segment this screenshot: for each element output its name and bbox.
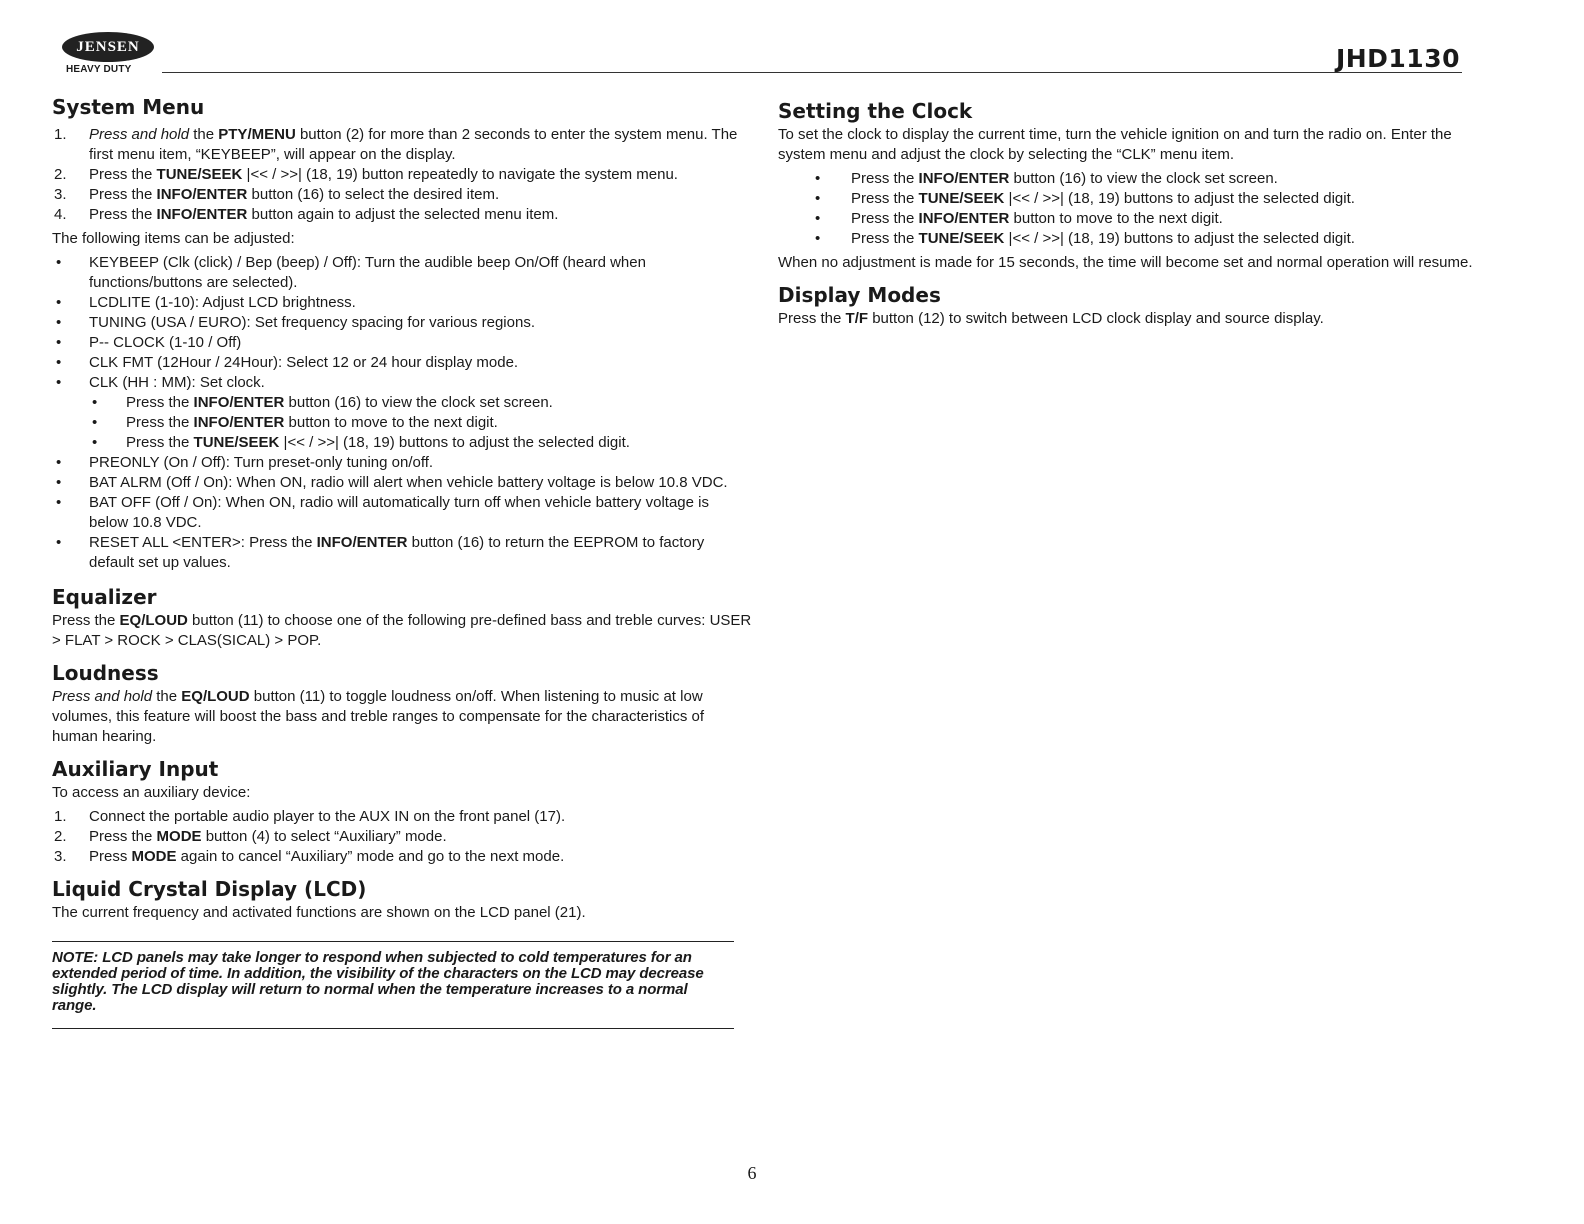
list-item: • Press the INFO/ENTER button (16) to view the clock set screen. <box>815 170 1278 187</box>
clock-heading: Setting the Clock <box>778 99 973 123</box>
display-modes-body: Press the T/F button (12) to switch between LCD clock display and source display. <box>778 310 1324 327</box>
auxiliary-section <box>52 755 752 867</box>
bullet-icon: • <box>815 230 821 247</box>
clock-outro: When no adjustment is made for 15 seconds, the time will become set and normal operation will resume. <box>778 254 1473 271</box>
loudness-body: Press and hold the EQ/LOUD button (11) to toggle loudness on/off. When listening to music at low volumes, this feature will boost the bass and treble ranges to compensate for the characteristics of human hearing. <box>52 688 705 745</box>
clock-steps <box>778 169 1478 249</box>
logo-subtitle: HEAVY DUTY <box>66 64 132 75</box>
right-column <box>778 97 1478 329</box>
bullet-icon: • <box>815 210 821 227</box>
step-number: 1. <box>54 808 67 825</box>
bullet-icon: • <box>56 294 62 311</box>
list-item: 3. Press the INFO/ENTER button (16) to select the desired item. <box>54 186 500 203</box>
list-item: • TUNING (USA / EURO): Set frequency spacing for various regions. <box>56 314 535 331</box>
bullet-icon: • <box>56 254 62 271</box>
bullet-icon: • <box>815 190 821 207</box>
auxiliary-steps <box>52 807 752 867</box>
page-header <box>0 0 1584 90</box>
list-item: • Press the INFO/ENTER button to move to the next digit. <box>815 210 1223 227</box>
jensen-logo <box>60 30 156 80</box>
bullet-icon: • <box>56 334 62 351</box>
list-item: • Press the TUNE/SEEK |<< / >>| (18, 19) buttons to adjust the selected digit. <box>815 190 1355 207</box>
system-menu-heading: System Menu <box>52 95 205 119</box>
list-item: 4. Press the INFO/ENTER button again to adjust the selected menu item. <box>54 206 559 223</box>
step-number: 4. <box>54 206 67 223</box>
list-item: • LCDLITE (1-10): Adjust LCD brightness. <box>56 294 356 311</box>
clock-intro: To set the clock to display the current time, turn the vehicle ignition on and turn the radio on. Enter the system menu and adjust the clock by selecting the “CLK” menu item. <box>778 126 1452 163</box>
list-item: 1. Press and hold the PTY/MENU button (2) for more than 2 seconds to enter the system menu. The first menu item, “KEYBEEP”, will appear on the display. <box>54 126 738 163</box>
system-menu-steps <box>52 125 752 225</box>
list-item: • Press the TUNE/SEEK |<< / >>| (18, 19) buttons to adjust the selected digit. <box>92 434 630 451</box>
bullet-icon: • <box>56 534 62 551</box>
items-intro: The following items can be adjusted: <box>52 230 295 247</box>
bullet-icon: • <box>56 314 62 331</box>
step-number: 1. <box>54 126 67 143</box>
auxiliary-heading: Auxiliary Input <box>52 757 219 781</box>
lcd-note-box <box>52 941 734 1029</box>
bullet-icon: • <box>92 434 98 451</box>
equalizer-body: Press the EQ/LOUD button (11) to choose one of the following pre-defined bass and treble curves: USER > FLAT > ROCK > CLAS(SICAL) > POP. <box>52 612 752 649</box>
list-item: • CLK FMT (12Hour / 24Hour): Select 12 or 24 hour display mode. <box>56 354 519 371</box>
list-item: • PREONLY (On / Off): Turn preset-only tuning on/off. <box>56 454 434 471</box>
logo-oval: JENSEN <box>62 32 154 62</box>
bullet-icon: • <box>56 474 62 491</box>
bullet-icon: • <box>56 494 62 511</box>
equalizer-section <box>52 583 752 651</box>
step-number: 3. <box>54 848 67 865</box>
step-number: 3. <box>54 186 67 203</box>
header-rule <box>162 72 1462 73</box>
left-column <box>52 93 752 1029</box>
lcd-note: NOTE: LCD panels may take longer to respond when subjected to cold temperatures for an extended period of time. In addition, the visibility of the characters on the LCD may decrease slightly. The LCD display will return to normal when the temperature increases to a normal range. <box>52 949 704 1014</box>
bullet-icon: • <box>815 170 821 187</box>
list-item: • KEYBEEP (Clk (click) / Bep (beep) / Off): Turn the audible beep On/Off (heard when functions/buttons are selected). <box>56 254 646 291</box>
list-item: 1. Connect the portable audio player to the AUX IN on the front panel (17). <box>54 808 566 825</box>
model-number: JHD1130 <box>1335 44 1460 73</box>
bullet-icon: • <box>92 394 98 411</box>
bullet-icon: • <box>56 374 62 391</box>
bullet-icon: • <box>56 354 62 371</box>
list-item: • Press the INFO/ENTER button to move to the next digit. <box>92 414 498 431</box>
loudness-heading: Loudness <box>52 661 159 685</box>
bullet-icon: • <box>92 414 98 431</box>
system-menu-items-cont <box>52 453 752 573</box>
loudness-section <box>52 659 752 747</box>
step-number: 2. <box>54 828 67 845</box>
list-item: • BAT ALRM (Off / On): When ON, radio will alert when vehicle battery voltage is below 10.8 VDC. <box>56 474 728 491</box>
clock-section <box>778 97 1478 273</box>
list-item: • RESET ALL <ENTER>: Press the INFO/ENTER button (16) to return the EEPROM to factory default set up values. <box>56 534 705 571</box>
lcd-section <box>52 875 752 1029</box>
list-item: • Press the TUNE/SEEK |<< / >>| (18, 19) buttons to adjust the selected digit. <box>815 230 1355 247</box>
display-modes-heading: Display Modes <box>778 283 941 307</box>
clock-sub-steps <box>52 393 752 453</box>
lcd-heading: Liquid Crystal Display (LCD) <box>52 877 367 901</box>
page-number: 6 <box>747 1163 757 1183</box>
list-item: 2. Press the TUNE/SEEK |<< / >>| (18, 19) button repeatedly to navigate the system menu. <box>54 166 678 183</box>
system-menu-section <box>52 93 752 573</box>
equalizer-heading: Equalizer <box>52 585 157 609</box>
list-item: • CLK (HH : MM): Set clock. <box>56 374 265 391</box>
system-menu-items <box>52 253 752 393</box>
step-number: 2. <box>54 166 67 183</box>
list-item: 3. Press MODE again to cancel “Auxiliary” mode and go to the next mode. <box>54 848 565 865</box>
list-item: • Press the INFO/ENTER button (16) to view the clock set screen. <box>92 394 553 411</box>
auxiliary-intro: To access an auxiliary device: <box>52 784 251 801</box>
lcd-body: The current frequency and activated functions are shown on the LCD panel (21). <box>52 904 586 921</box>
bullet-icon: • <box>56 454 62 471</box>
list-item: 2. Press the MODE button (4) to select “Auxiliary” mode. <box>54 828 447 845</box>
display-modes-section <box>778 281 1478 329</box>
list-item: • P-- CLOCK (1-10 / Off) <box>56 334 242 351</box>
list-item: • BAT OFF (Off / On): When ON, radio will automatically turn off when vehicle battery voltage is below 10.8 VDC. <box>56 494 709 531</box>
